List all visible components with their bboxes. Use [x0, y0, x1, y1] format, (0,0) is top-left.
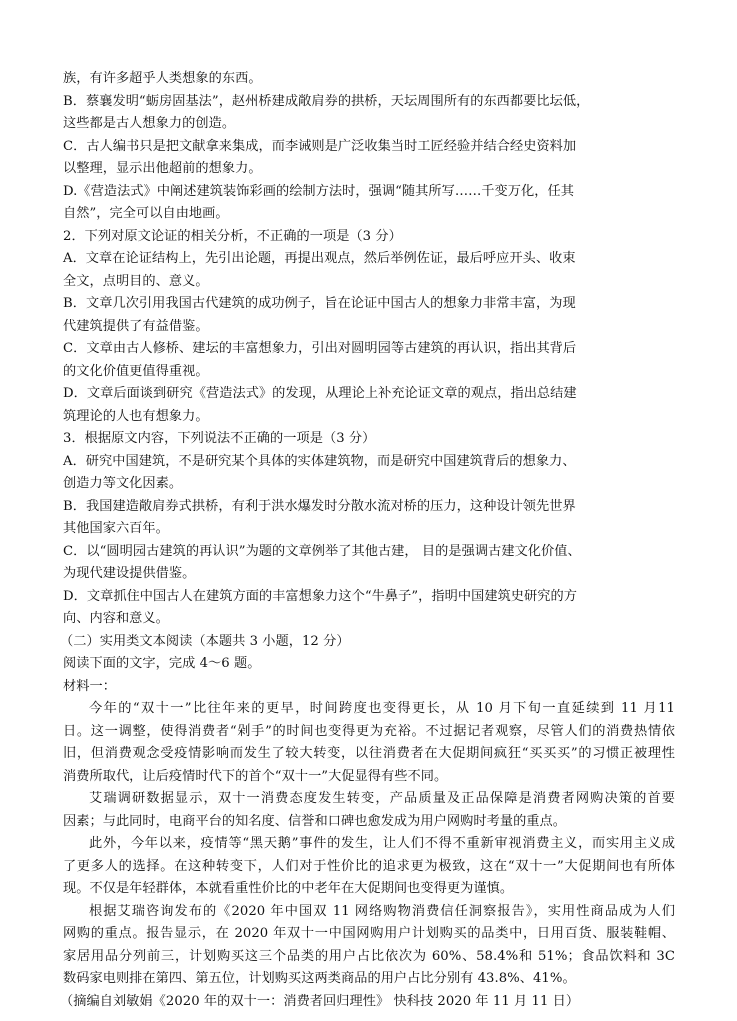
text-line: 旧，但消费观念受疫情影响而发生了较大转变，以往消费者在大促期间疯狂“买买买”的习惯正被理性	[63, 746, 675, 761]
text-line: 向、内容和意义。	[63, 611, 169, 626]
text-line: （摘编自刘敏娟《2020 年的双十一：消费者回归理性》 快科技 2020 年 11 月 11 日）	[60, 993, 580, 1009]
text-line: 为现代建设提供借鉴。	[63, 566, 196, 581]
text-line: 现。不仅是年轻群体，本就看重性价比的中老年在大促期间也变得更为谨慎。	[63, 881, 514, 896]
text-line: A．文章在论证结构上，先引出论题，再提出观点，然后举例佐证，最后呼应开头、收束	[63, 251, 576, 266]
text-line: 根据艾瑞咨询发布的《2020 年中国双 11 网络购物消费信任洞察报告》，实用性商品成为人们	[89, 903, 675, 919]
text-line: B．我国建造敞肩券式拱桥，有利于洪水爆发时分散水流对桥的压力，这种设计领先世界	[63, 498, 576, 514]
text-line: 创造力等文化因素。	[63, 476, 183, 491]
text-line: 的文化价值更值得重视。	[63, 363, 209, 379]
text-line: B．文章几次引用我国古代建筑的成功例子，旨在论证中国古人的想象力非常丰富，为现	[63, 296, 576, 311]
text-line: B．蔡襄发明“蛎房固基法”，赵州桥建成敞肩券的拱桥，天坛周围所有的东西都要比坛低，	[63, 93, 590, 109]
text-line: 家居用品分列前三，计划购买这三个品类的用户占比依次为 60%、58.4%和 51%；食品饮料和 3C	[63, 948, 675, 964]
text-line: 阅读下面的文字，完成 4～6 题。	[63, 656, 261, 671]
text-line: 网购的重点。报告显示，在 2020 年双十一中国网购用户计划购买的品类中，日用百货、服装鞋帽、	[63, 926, 675, 941]
text-line: 以整理，显示出他超前的想象力。	[63, 161, 262, 176]
text-line: 2．下列对原文论证的相关分析，不正确的一项是（3 分）	[63, 228, 402, 244]
text-line: D．文章抓住中国古人在建筑方面的丰富想象力这个“牛鼻子”，指明中国建筑史研究的方	[63, 588, 577, 604]
text-line: 自然”，完全可以自由地画。	[63, 206, 229, 221]
text-line: 这些都是古人想象力的创造。	[63, 116, 236, 131]
text-line: 今年的“双十一”比往年来的更早，时间跨度也变得更长，从 10 月下旬一直延续到 11 月11	[89, 701, 675, 716]
text-line: 代建筑提供了有益借鉴。	[63, 318, 209, 334]
text-line: 筑理论的人也有想象力。	[63, 408, 209, 424]
text-line: 日。这一调整，使得消费者“剁手”的时间也变得更为充裕。不过据记者观察，尽管人们的消费热情依	[63, 723, 675, 739]
text-line: 因素；与此同时，电商平台的知名度、信誉和口碑也愈发成为用户网购时考量的重点。	[63, 813, 567, 829]
text-line: A．研究中国建筑，不是研究某个具体的实体建筑物，而是研究中国建筑背后的想象力、	[63, 453, 576, 469]
text-line: 其他国家六百年。	[63, 521, 169, 536]
text-line: C．文章由古人修桥、建坛的丰富想象力，引出对圆明园等古建筑的再认识，指出其背后	[63, 341, 577, 356]
text-line: 族，有许多超乎人类想象的东西。	[63, 71, 262, 86]
text-line: 数码家电则排在第四、第五位，计划购买这两类商品的用户占比分别有 43.8%、41%。	[63, 971, 576, 986]
text-line: 艾瑞调研数据显示，双十一消费态度发生转变，产品质量及正品保障是消费者网购决策的首要	[89, 791, 675, 806]
text-line: （二）实用类文本阅读（本题共 3 小题，12 分）	[60, 633, 350, 649]
text-line: D.《营造法式》中阐述建筑装饰彩画的绘制方法时，强调“随其所写……千变万化，任其	[63, 183, 574, 199]
text-line: 材料一：	[63, 678, 116, 694]
text-line: 了更多人的选择。在这种转变下，人们对于性价比的追求更为极致，这在“双十一”大促期间也有所体	[63, 858, 675, 874]
text-line: D．文章后面谈到研究《营造法式》的发现，从理论上补充论证文章的观点，指出总结建	[63, 386, 577, 401]
text-line: C．古人编书只是把文献拿来集成，而李诫则是广泛收集当时工匠经验并结合经史资料加	[63, 138, 577, 154]
text-line: C．以“圆明园古建筑的再认识”为题的文章例举了其他古建， 目的是强调古建文化价值、	[63, 543, 581, 559]
text-line: 全文，点明目的、意义。	[63, 273, 209, 289]
text-line: 此外，今年以来，疫情等“黑天鹅”事件的发生，让人们不得不重新审视消费主义，而实用主义成	[89, 836, 675, 851]
document-body	[0, 68, 737, 1013]
text-line: 消费所取代，让后疫情时代下的首个“双十一”大促显得有些不同。	[63, 768, 448, 784]
text-line: 3．根据原文内容，下列说法不正确的一项是（3 分）	[63, 431, 376, 446]
